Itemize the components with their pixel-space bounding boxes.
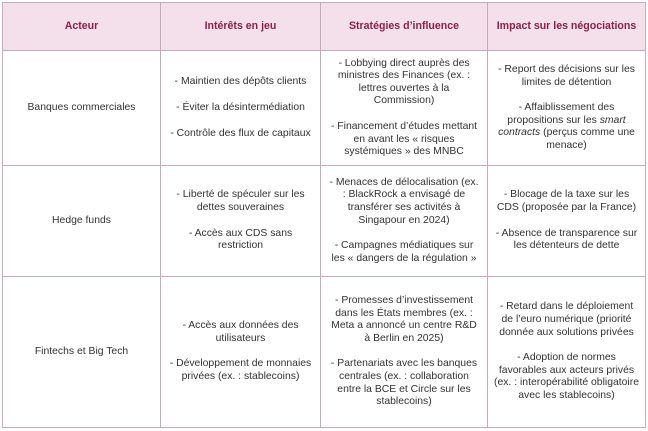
actor-cell: Fintechs et Big Tech bbox=[3, 276, 161, 427]
header-row bbox=[3, 3, 646, 51]
strategies-cell bbox=[321, 166, 488, 277]
strategy-item: - Campagnes médiatiques sur les « dangers de la régulation » bbox=[331, 240, 477, 264]
strategy-item: - Promesses d’investissement dans les États membres (ex. : Meta a annoncé un centre R&D à Berlin en 2025) bbox=[331, 295, 477, 344]
impact-emphasis: smart contracts bbox=[498, 114, 626, 139]
impact-cell bbox=[488, 276, 646, 427]
interest-item: - Liberté de spéculer sur les dettes souveraines bbox=[176, 189, 305, 213]
header-actor: Acteur bbox=[3, 3, 161, 51]
interest-item: - Éviter la désintermédiation bbox=[176, 101, 305, 113]
table-row bbox=[3, 166, 646, 277]
strategy-item: - Lobbying direct auprès des ministres des Finances (ex. : lettres ouvertes à la Commission) bbox=[337, 57, 471, 107]
interest-item: - Contrôle des flux de capitaux bbox=[170, 127, 311, 139]
impact-item: - Absence de transparence sur les détenteurs de dette bbox=[495, 227, 638, 252]
impact-text: (perçus comme une menace) bbox=[540, 127, 635, 151]
interest-item: - Accès aux CDS sans restriction bbox=[188, 227, 293, 252]
impact-cell bbox=[488, 166, 646, 277]
impact-item: - Blocage de la taxe sur les CDS (proposée par la France) bbox=[496, 189, 637, 213]
actor-cell: Banques commerciales bbox=[3, 51, 161, 166]
impact-cell bbox=[488, 51, 646, 166]
interests-cell bbox=[161, 166, 321, 277]
strategies-cell bbox=[321, 51, 488, 166]
strategy-item: - Financement d’études mettant en avant les « risques systémiques » des MNBC bbox=[330, 121, 478, 158]
impact-item: - Retard dans le déploiement de l’euro numérique (priorité donnée aux solutions privées bbox=[499, 301, 634, 338]
impact-item bbox=[494, 102, 639, 152]
table-row bbox=[3, 51, 646, 166]
interests-cell bbox=[161, 276, 321, 427]
header-strategies: Stratégies d’influence bbox=[321, 3, 488, 51]
impact-item: - Adoption de normes favorables aux acteurs privés (ex. : interopérabilité obligatoire avec les stablecoins) bbox=[494, 352, 639, 401]
interests-cell bbox=[161, 51, 321, 166]
actor-cell: Hedge funds bbox=[3, 166, 161, 277]
strategies-cell bbox=[321, 276, 488, 427]
strategy-item: - Partenariats avec les banques centrales (ex. : collaboration entre la BCE et Circle sur les stablecoins) bbox=[330, 358, 478, 408]
interest-item: - Accès aux données des utilisateurs bbox=[182, 320, 299, 344]
strategy-item: - Menaces de délocalisation (ex. : BlackRock a envisagé de transférer ses activités à Singapour en 2024) bbox=[329, 176, 479, 226]
influence-table bbox=[2, 2, 646, 428]
table-row bbox=[3, 276, 646, 427]
interest-item: - Maintien des dépôts clients bbox=[174, 76, 307, 88]
impact-text: - Affaiblissement des propositions sur les bbox=[507, 102, 615, 126]
interest-item: - Développement de monnaies privées (ex. : stablecoins) bbox=[169, 358, 312, 383]
header-impact: Impact sur les négociations bbox=[488, 3, 646, 51]
header-interests: Intérêts en jeu bbox=[161, 3, 321, 51]
impact-item: - Report des décisions sur les limites de détention bbox=[498, 63, 635, 88]
